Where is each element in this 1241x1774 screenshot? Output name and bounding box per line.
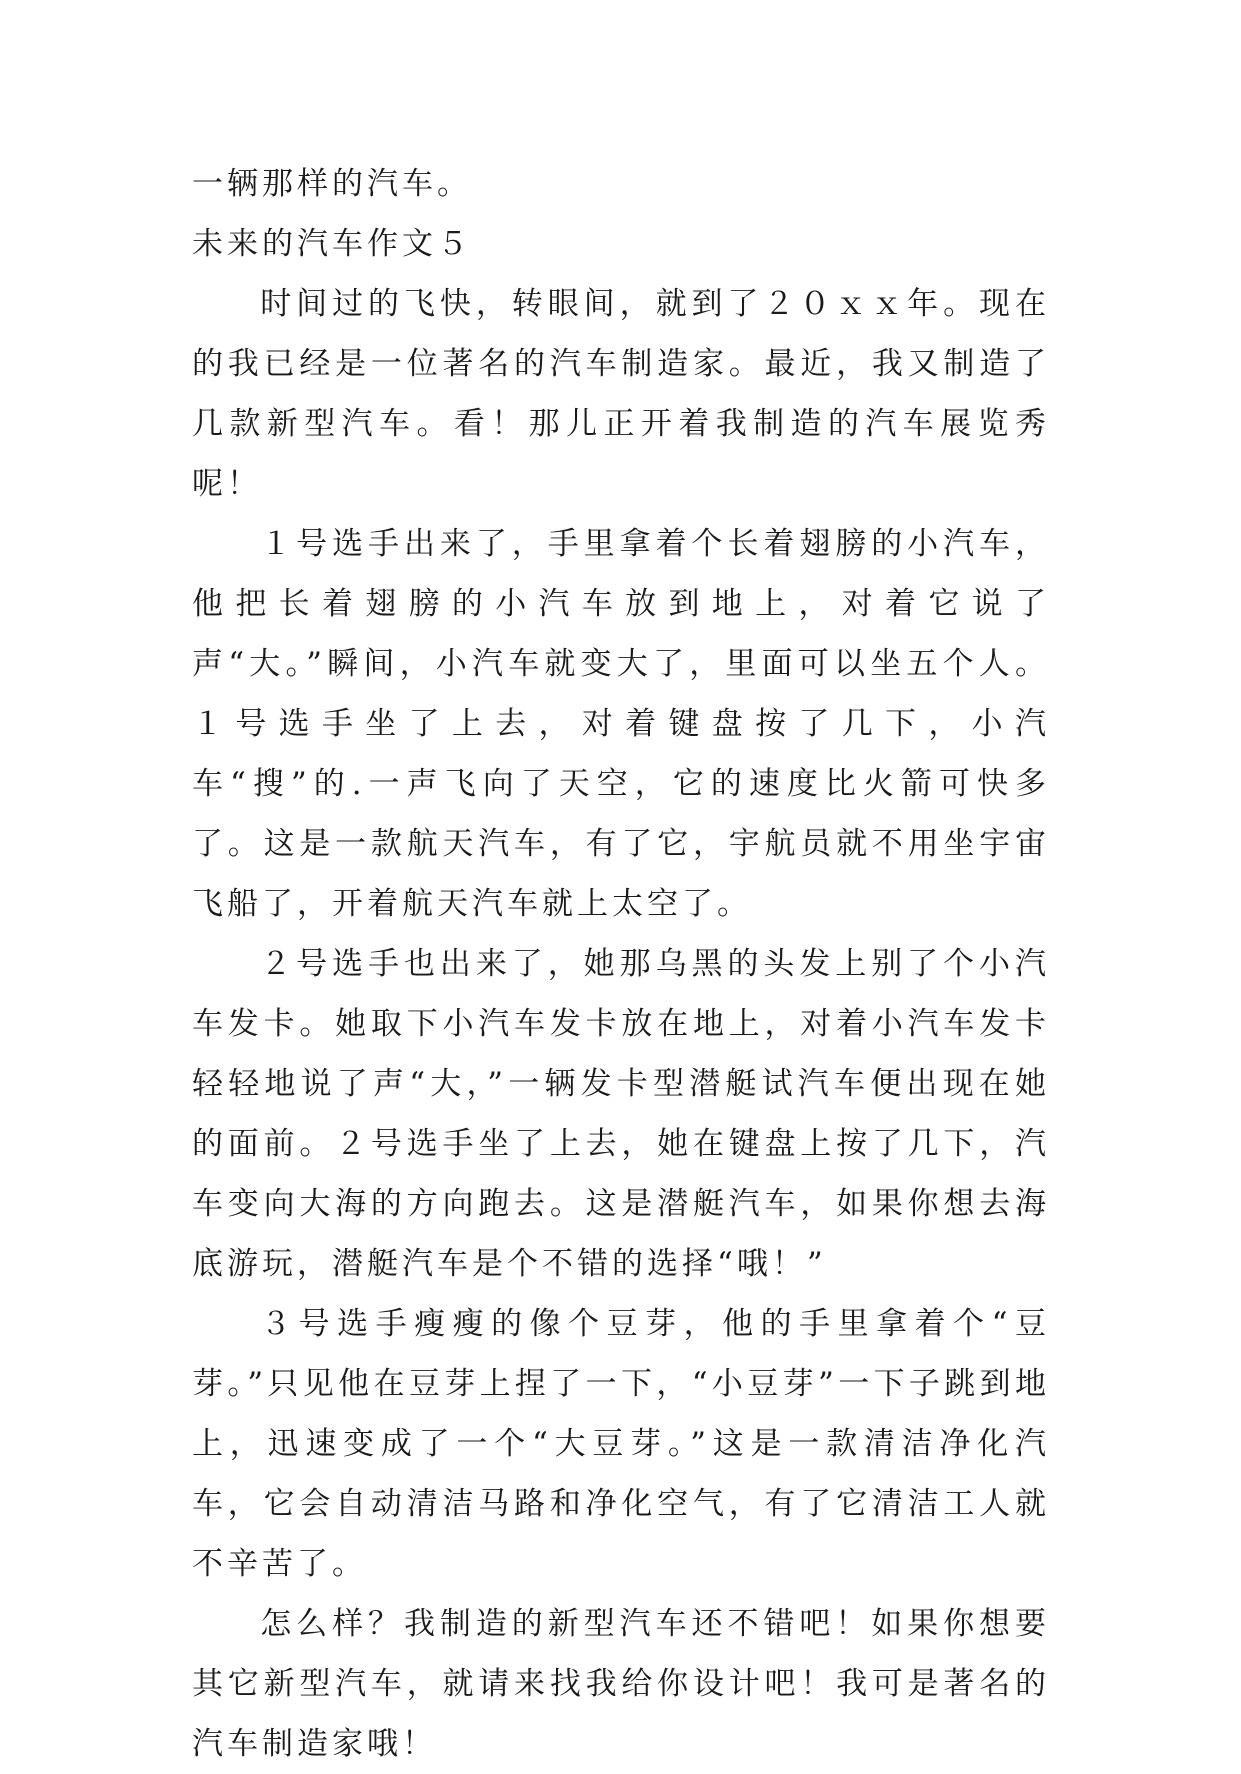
paragraph-contestant-2: ２号选手也出来了，她那乌黑的头发上别了个小汽车发卡。她取下小汽车发卡放在地上，对着小汽车发卡轻轻地说了声“大，”一辆发卡型潜艇试汽车便出现在她的面前。２号选手坐了上去，她在键盘上按了几下，汽车变向大海的方向跑去。这是潜艇汽车，如果你想去海底游玩，潜艇汽车是个不错的选择“哦！” — [192, 946, 1050, 1282]
paragraph-intro: 时间过的飞快，转眼间，就到了２０ｘｘ年。现在的我已经是一位著名的汽车制造家。最近，我又制造了几款新型汽车。看！那儿正开着我制造的汽车展览秀呢！ — [192, 286, 1050, 502]
continued-line: 一辆那样的汽车。 — [192, 166, 472, 202]
paragraph-contestant-3: ３号选手瘦瘦的像个豆芽，他的手里拿着个“豆芽。”只见他在豆芽上捏了一下，“小豆芽”一下子跳到地上，迅速变成了一个“大豆芽。”这是一款清洁净化汽车，它会自动清洁马路和净化空气，有了它清洁工人就不辛苦了。 — [192, 1306, 1050, 1582]
paragraph-conclusion: 怎么样？我制造的新型汽车还不错吧！如果你想要其它新型汽车，就请来找我给你设计吧！我可是著名的汽车制造家哦！ — [192, 1606, 1050, 1762]
paragraph-contestant-1: １号选手出来了，手里拿着个长着翅膀的小汽车，他把长着翅膀的小汽车放到地上，对着它说了声“大。”瞬间，小汽车就变大了，里面可以坐五个人。１号选手坐了上去，对着键盘按了几下，小汽车“搜”的.一声飞向了天空，它的速度比火箭可快多了。这是一款航天汽车，有了它，宇航员就不用坐宇宙飞船了，开着航天汽车就上太空了。 — [192, 526, 1050, 922]
document-body — [192, 154, 1050, 1774]
section-title: 未来的汽车作文５ — [192, 226, 472, 262]
